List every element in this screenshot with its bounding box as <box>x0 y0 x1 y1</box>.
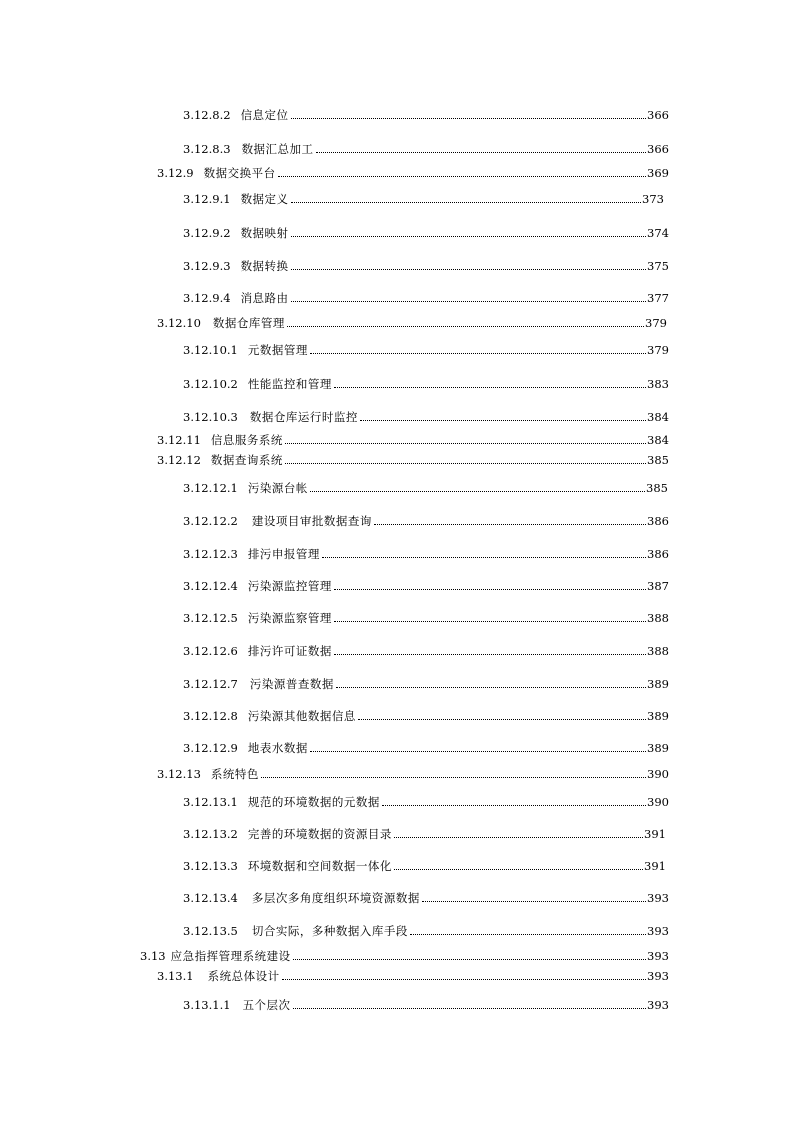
toc-entry-number: 3.12.10.1 <box>183 343 238 357</box>
toc-entry-title: 建设项目审批数据查询 <box>251 514 372 528</box>
toc-entry-number: 3.12.13.2 <box>183 827 238 841</box>
toc-entry[interactable] <box>183 996 669 1012</box>
toc-entry-number: 3.13 <box>140 949 166 963</box>
toc-entry-number: 3.12.13.4 <box>183 891 238 905</box>
toc-entry-title: 消息路由 <box>240 291 289 305</box>
toc-entry-page: 391 <box>644 859 666 873</box>
toc-entry-title: 污染源普查数据 <box>249 677 334 691</box>
toc-dot-leader <box>285 443 646 444</box>
toc-entry[interactable] <box>183 512 669 528</box>
toc-entry-title: 规范的环境数据的元数据 <box>247 795 380 809</box>
toc-entry-title: 数据仓库管理 <box>212 316 285 330</box>
toc-entry-page: 369 <box>647 166 669 180</box>
toc-entry-number: 3.12.8.3 <box>183 142 231 156</box>
toc-entry-number: 3.12.13.3 <box>183 859 238 873</box>
toc-dot-leader <box>382 805 646 806</box>
toc-entry[interactable] <box>140 947 669 963</box>
toc-entry-title: 五个层次 <box>242 998 291 1012</box>
toc-entry-page: 393 <box>647 949 669 963</box>
toc-dot-leader <box>285 463 646 464</box>
toc-entry[interactable] <box>157 314 667 330</box>
toc-entry-page: 383 <box>647 377 669 391</box>
toc-dot-leader <box>291 269 646 270</box>
toc-entry[interactable] <box>183 224 669 240</box>
toc-entry[interactable] <box>157 765 669 781</box>
toc-dot-leader <box>410 934 646 935</box>
toc-dot-leader <box>334 654 646 655</box>
toc-entry-number: 3.12.12.3 <box>183 547 238 561</box>
toc-entry-page: 379 <box>645 316 667 330</box>
toc-entry-title: 多层次多角度组织环境资源数据 <box>251 891 420 905</box>
toc-dot-leader <box>336 687 646 688</box>
toc-dot-leader <box>334 589 646 590</box>
toc-entry-number: 3.12.13 <box>157 767 201 781</box>
toc-dot-leader <box>291 236 646 237</box>
toc-dot-leader <box>291 202 641 203</box>
toc-entry-title: 污染源台帐 <box>247 481 308 495</box>
toc-dot-leader <box>261 777 646 778</box>
toc-entry[interactable] <box>157 431 669 447</box>
toc-entry-number: 3.12.10 <box>157 316 201 330</box>
toc-dot-leader <box>394 869 643 870</box>
toc-entry[interactable] <box>183 739 669 755</box>
toc-entry-page: 374 <box>647 226 669 240</box>
toc-entry-title: 系统总体设计 <box>207 969 280 983</box>
toc-entry-page: 393 <box>647 969 669 983</box>
toc-entry-page: 384 <box>647 433 669 447</box>
toc-entry-page: 386 <box>647 547 669 561</box>
toc-entry-title: 数据汇总加工 <box>241 142 314 156</box>
toc-dot-leader <box>291 301 646 302</box>
toc-entry[interactable] <box>183 577 669 593</box>
toc-dot-leader <box>374 524 646 525</box>
toc-entry[interactable] <box>183 922 669 938</box>
toc-entry-number: 3.12.12.4 <box>183 579 238 593</box>
toc-entry-page: 385 <box>647 453 669 467</box>
toc-dot-leader <box>291 118 646 119</box>
toc-entry-number: 3.12.8.2 <box>183 108 231 122</box>
toc-entry-number: 3.12.9.2 <box>183 226 231 240</box>
toc-entry-title: 数据定义 <box>240 192 289 206</box>
toc-entry-page: 366 <box>647 142 669 156</box>
toc-entry-page: 388 <box>647 611 669 625</box>
toc-entry-title: 污染源监控管理 <box>247 579 332 593</box>
toc-entry-page: 389 <box>647 741 669 755</box>
toc-entry-page: 393 <box>647 924 669 938</box>
toc-entry-title: 排污许可证数据 <box>247 644 332 658</box>
toc-entry-number: 3.12.12.9 <box>183 741 238 755</box>
toc-entry[interactable] <box>183 140 669 156</box>
toc-entry-title: 数据仓库运行时监控 <box>249 410 358 424</box>
toc-dot-leader <box>282 979 646 980</box>
toc-entry-page: 373 <box>642 192 664 206</box>
toc-entry[interactable] <box>183 341 669 357</box>
toc-entry-page: 393 <box>647 998 669 1012</box>
toc-entry-page: 390 <box>647 767 669 781</box>
toc-entry-title: 数据查询系统 <box>210 453 283 467</box>
toc-entry-title: 排污申报管理 <box>247 547 320 561</box>
toc-dot-leader <box>316 152 646 153</box>
toc-entry-number: 3.12.12.5 <box>183 611 238 625</box>
toc-entry-title: 地表水数据 <box>247 741 308 755</box>
toc-entry[interactable] <box>183 793 669 809</box>
toc-entry-title: 完善的环境数据的资源目录 <box>247 827 392 841</box>
toc-entry-page: 375 <box>647 259 669 273</box>
toc-entry[interactable] <box>183 257 669 273</box>
toc-dot-leader <box>322 557 646 558</box>
toc-entry[interactable] <box>157 451 669 467</box>
toc-entry-title: 切合实际，多种数据入库手段 <box>251 924 408 938</box>
toc-entry[interactable] <box>183 609 669 625</box>
toc-entry[interactable] <box>183 408 669 424</box>
toc-entry-title: 信息服务系统 <box>210 433 283 447</box>
toc-entry-title: 应急指挥管理系统建设 <box>170 949 291 963</box>
toc-dot-leader <box>394 837 643 838</box>
toc-entry-title: 环境数据和空间数据一体化 <box>247 859 392 873</box>
toc-entry[interactable] <box>183 190 664 206</box>
toc-entry-number: 3.13.1 <box>157 969 194 983</box>
toc-entry[interactable] <box>183 289 669 305</box>
toc-entry-page: 391 <box>644 827 666 841</box>
toc-entry-number: 3.12.13.1 <box>183 795 238 809</box>
toc-dot-leader <box>293 1008 646 1009</box>
toc-entry[interactable] <box>157 164 669 180</box>
toc-entry[interactable] <box>183 857 666 873</box>
toc-dot-leader <box>310 353 646 354</box>
toc-entry-number: 3.12.13.5 <box>183 924 238 938</box>
toc-entry-number: 3.12.9.3 <box>183 259 231 273</box>
toc-entry[interactable] <box>183 545 669 561</box>
toc-entry-number: 3.12.9.1 <box>183 192 231 206</box>
toc-entry[interactable] <box>183 106 669 122</box>
toc-entry[interactable] <box>183 825 666 841</box>
toc-dot-leader <box>358 719 646 720</box>
toc-entry-title: 数据交换平台 <box>203 166 276 180</box>
toc-entry-page: 377 <box>647 291 669 305</box>
toc-entry-number: 3.12.9 <box>157 166 194 180</box>
toc-entry-page: 384 <box>647 410 669 424</box>
toc-entry-number: 3.12.12.6 <box>183 644 238 658</box>
toc-dot-leader <box>310 491 645 492</box>
toc-entry-page: 387 <box>647 579 669 593</box>
toc-entry[interactable] <box>183 675 669 691</box>
toc-entry-number: 3.12.10.2 <box>183 377 238 391</box>
toc-entry-page: 379 <box>647 343 669 357</box>
toc-entry-page: 393 <box>647 891 669 905</box>
toc-entry-number: 3.12.12.1 <box>183 481 238 495</box>
toc-dot-leader <box>278 176 646 177</box>
toc-entry-page: 389 <box>647 709 669 723</box>
toc-entry-number: 3.12.12 <box>157 453 201 467</box>
toc-entry-title: 污染源其他数据信息 <box>247 709 356 723</box>
toc-entry-page: 390 <box>647 795 669 809</box>
toc-entry-title: 性能监控和管理 <box>247 377 332 391</box>
toc-dot-leader <box>334 621 646 622</box>
toc-entry[interactable] <box>157 967 669 983</box>
toc-dot-leader <box>334 387 646 388</box>
toc-entry[interactable] <box>183 479 668 495</box>
toc-entry-number: 3.12.12.2 <box>183 514 238 528</box>
toc-entry[interactable] <box>183 889 669 905</box>
toc-entry-page: 366 <box>647 108 669 122</box>
toc-entry-number: 3.12.12.7 <box>183 677 238 691</box>
toc-entry-title: 元数据管理 <box>247 343 308 357</box>
toc-entry-page: 385 <box>646 481 668 495</box>
toc-entry[interactable] <box>183 642 669 658</box>
toc-entry-page: 386 <box>647 514 669 528</box>
toc-entry-page: 389 <box>647 677 669 691</box>
toc-entry-number: 3.13.1.1 <box>183 998 231 1012</box>
toc-entry-title: 数据映射 <box>240 226 289 240</box>
toc-dot-leader <box>293 959 646 960</box>
toc-entry-number: 3.12.10.3 <box>183 410 238 424</box>
toc-dot-leader <box>422 901 646 902</box>
toc-entry-title: 数据转换 <box>240 259 289 273</box>
toc-entry[interactable] <box>183 375 669 391</box>
toc-entry-page: 388 <box>647 644 669 658</box>
toc-entry-title: 污染源监察管理 <box>247 611 332 625</box>
toc-entry-number: 3.12.9.4 <box>183 291 231 305</box>
toc-dot-leader <box>287 326 644 327</box>
toc-entry-number: 3.12.11 <box>157 433 201 447</box>
toc-entry-title: 系统特色 <box>210 767 259 781</box>
toc-dot-leader <box>360 420 646 421</box>
toc-dot-leader <box>310 751 646 752</box>
toc-entry-title: 信息定位 <box>240 108 289 122</box>
toc-entry[interactable] <box>183 707 669 723</box>
toc-entry-number: 3.12.12.8 <box>183 709 238 723</box>
